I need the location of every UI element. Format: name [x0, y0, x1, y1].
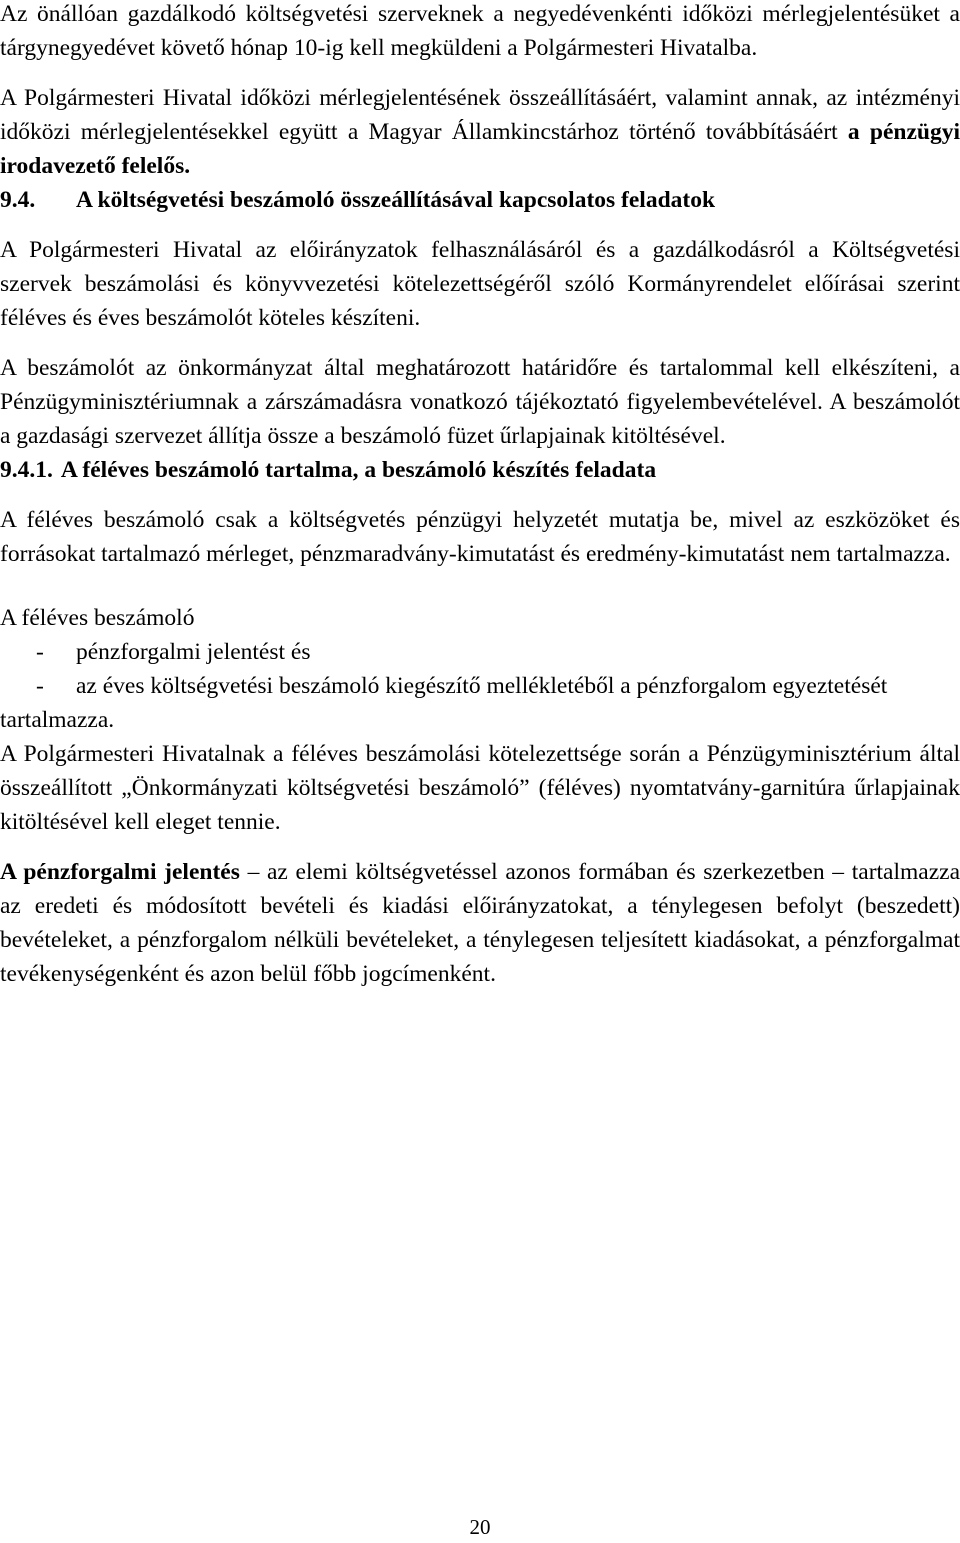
list-item	[0, 669, 960, 703]
section-number: 9.4.	[0, 187, 36, 213]
paragraph-reporting-deadline: Az önállóan gazdálkodó költségvetési szerveknek a negyedévenkénti időközi mérlegjelentésüket a tárgynegyedévet követő hónap 10-ig kell megküldeni a Polgármesteri Hivatalba.	[0, 1, 960, 61]
list-item-text: az éves költségvetési beszámoló kiegészítő mellékletéből a pénzforgalom egyeztetését	[76, 673, 888, 699]
section-heading-9-4	[0, 183, 960, 217]
cash-flow-report-text: – az elemi költségvetéssel azonos formában és szerkezetben – tartalmazza az eredeti és módosított bevételi és kiadási előirányzatokat, a ténylegesen befolyt (beszedett) bevételeket, a pénzforgalom nélküli bevételeket, a ténylegesen teljesített kiadásokat, a pénzforgalmat tevékenységenként és azon belül főbb jogcímenként.	[0, 859, 960, 987]
paragraph-half-year-intro: A féléves beszámoló	[0, 605, 195, 631]
page-number: 20	[469, 1515, 491, 1539]
list-item-text: pénzforgalmi jelentést és	[76, 639, 311, 665]
paragraph-half-year-content: A féléves beszámoló csak a költségvetés pénzügyi helyzetét mutatja be, mivel az eszközöket és forrásokat tartalmazó mérleget, pénzmaradvány-kimutatást és eredmény-kimutatást nem tartalmazza.	[0, 507, 960, 567]
paragraph-hivatal-obligation: A Polgármesteri Hivatalnak a féléves beszámolási kötelezettsége során a Pénzügyminisztérium által összeállított „Önkormányzati költségvetési beszámoló” (féléves) nyomtatvány-garnitúra űrlapjainak kitöltésével kell eleget tennie.	[0, 741, 960, 835]
subsection-number: 9.4.1.	[0, 457, 53, 483]
paragraph-cash-flow-report	[0, 855, 960, 991]
section-heading-9-4-1	[0, 453, 960, 487]
section-title: A költségvetési beszámoló összeállításával kapcsolatos feladatok	[76, 187, 716, 213]
cash-flow-report-term: A pénzforgalmi jelentés	[0, 859, 240, 885]
paragraph-responsibility	[0, 81, 960, 183]
paragraph-beszamolo-obligation: A Polgármesteri Hivatal az előirányzatok felhasználásáról és a gazdálkodásról a Költségvetési szervek beszámolási és könyvvezetési kötelezettségéről szóló Kormányrendelet előírásai szerint féléves és éves beszámolót köteles készíteni.	[0, 237, 960, 331]
subsection-title: A féléves beszámoló tartalma, a beszámoló készítés feladata	[60, 457, 657, 483]
content-list	[0, 635, 960, 703]
paragraph-contains: tartalmazza.	[0, 707, 115, 733]
responsibility-text: A Polgármesteri Hivatal időközi mérlegjelentésének összeállításáért, valamint annak, az intézményi időközi mérlegjelentésekkel együtt a Magyar Államkincstárhoz történő továbbításáért	[0, 85, 960, 145]
list-dash: -	[36, 673, 44, 699]
paragraph-beszamolo-preparation: A beszámolót az önkormányzat által meghatározott határidőre és tartalommal kell elkészíteni, a Pénzügyminisztériumnak a zárszámadásra vonatkozó tájékoztató figyelembevételével. A beszámolót a gazdasági szervezet állítja össze a beszámoló füzet űrlapjainak kitöltésével.	[0, 355, 960, 449]
list-item	[0, 635, 960, 669]
responsibility-bold: a pénzügyi irodavezető felelős.	[0, 119, 960, 179]
list-dash: -	[36, 639, 44, 665]
